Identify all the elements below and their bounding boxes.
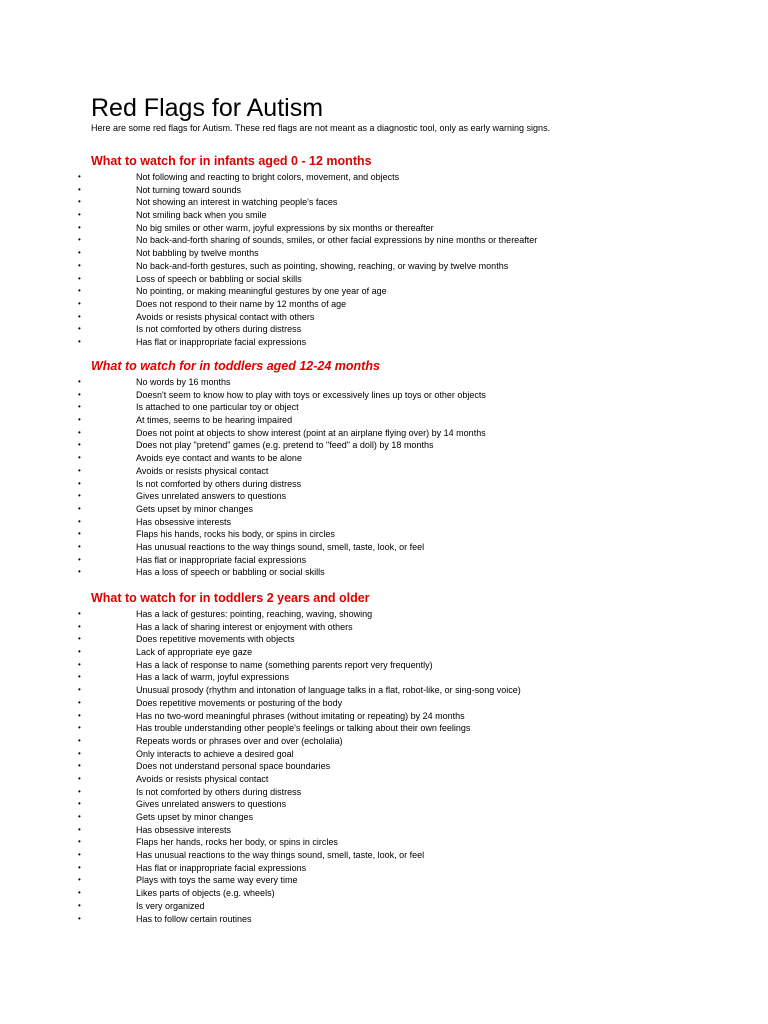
- list-item-text: Does not point at objects to show interest (point at an airplane flying over) by 14 months: [136, 427, 486, 438]
- bullet-icon: •: [78, 260, 81, 270]
- list-item-text: Has flat or inappropriate facial expressions: [136, 336, 307, 347]
- list-item: [0, 566, 768, 579]
- bullet-icon: •: [78, 786, 81, 796]
- list-item: [0, 722, 768, 735]
- bullet-icon: •: [78, 685, 81, 695]
- list-item: [0, 184, 768, 197]
- bullet-icon: •: [78, 647, 81, 657]
- list-item-text: Avoids or resists physical contact: [136, 773, 269, 784]
- list-item-text: Likes parts of objects (e.g. wheels): [136, 888, 275, 899]
- bullet-icon: •: [78, 812, 81, 821]
- page-title: Red Flags for Autism: [91, 94, 324, 122]
- list-item: [0, 285, 768, 298]
- list-item-text: No words by 16 months: [136, 377, 231, 387]
- list-item: [0, 414, 768, 427]
- bullet-icon: •: [78, 336, 81, 346]
- list-item-text: Gives unrelated answers to questions: [136, 491, 287, 502]
- list-item: [0, 401, 768, 414]
- list-item: [0, 503, 768, 516]
- list-item-text: No pointing, or making meaningful gestures by one year of age: [136, 286, 387, 297]
- list-item-text: Gives unrelated answers to questions: [136, 799, 287, 810]
- list-item: [0, 541, 768, 554]
- list-item: [0, 222, 768, 235]
- bullet-icon: •: [78, 197, 81, 207]
- list-item-text: Has to follow certain routines: [136, 913, 252, 924]
- list-item-text: Has trouble understanding other people's feelings or talking about their own feelings: [136, 723, 471, 734]
- list-item-text: Has a lack of response to name (something parents report very frequently): [136, 659, 433, 670]
- list-item: [0, 465, 768, 478]
- list-item: [0, 621, 768, 634]
- list-item-text: Repeats words or phrases over and over (echolalia): [136, 735, 343, 746]
- list-item-text: Is not comforted by others during distress: [136, 478, 302, 489]
- list-item-text: Has a lack of warm, joyful expressions: [136, 672, 290, 683]
- list-item-text: Avoids eye contact and wants to be alone: [136, 453, 302, 464]
- section-toddlers-2-plus: [0, 591, 768, 925]
- list-item: [0, 836, 768, 849]
- list-item-text: Not showing an interest in watching people's faces: [136, 197, 338, 208]
- list-item-text: Has no two-word meaningful phrases (without imitating or repeating) by 24 months: [136, 710, 465, 721]
- list-item: [0, 735, 768, 748]
- list-item-text: Has a lack of gestures: pointing, reaching, waving, showing: [136, 609, 373, 619]
- bullet-icon: •: [78, 465, 81, 475]
- bullet-icon: •: [78, 697, 81, 707]
- bullet-icon: •: [78, 761, 81, 771]
- bullet-icon: •: [78, 748, 81, 758]
- bullet-icon: •: [78, 554, 81, 564]
- list-item-text: Not smiling back when you smile: [136, 210, 267, 221]
- bullet-icon: •: [78, 609, 81, 618]
- list-item: [0, 874, 768, 887]
- list-item: [0, 298, 768, 311]
- bullet-icon: •: [78, 273, 81, 283]
- list-item: [0, 913, 768, 926]
- list-item-text: Only interacts to achieve a desired goal: [136, 748, 294, 759]
- bullet-icon: •: [78, 621, 81, 631]
- list-item-text: Unusual prosody (rhythm and intonation of language talks in a flat, robot-like, or sing-song voice): [136, 685, 521, 696]
- list-item-text: Not following and reacting to bright colors, movement, and objects: [136, 172, 400, 182]
- section-heading: What to watch for in toddlers aged 12-24 months: [91, 359, 380, 373]
- list-item: [0, 247, 768, 260]
- list-item: [0, 608, 768, 621]
- list-item-text: Has obsessive interests: [136, 824, 232, 835]
- bullet-icon: •: [78, 837, 81, 847]
- list-item-text: Has a lack of sharing interest or enjoyment with others: [136, 621, 353, 632]
- list-item: [0, 439, 768, 452]
- bullet-icon: •: [78, 210, 81, 220]
- list-item-text: Has unusual reactions to the way things sound, smell, taste, look, or feel: [136, 850, 425, 861]
- bullet-icon: •: [78, 248, 81, 258]
- bullet-icon: •: [78, 377, 81, 386]
- list-item: [0, 659, 768, 672]
- list-item: [0, 196, 768, 209]
- list-item: [0, 311, 768, 324]
- red-flag-list: [0, 608, 768, 925]
- list-item-text: Loss of speech or babbling or social skills: [136, 273, 302, 284]
- bullet-icon: •: [78, 235, 81, 245]
- list-item-text: Doesn't seem to know how to play with toys or excessively lines up toys or other objects: [136, 389, 486, 400]
- list-item: [0, 452, 768, 465]
- list-item-text: Does not respond to their name by 12 months of age: [136, 298, 347, 309]
- list-item: [0, 684, 768, 697]
- list-item: [0, 490, 768, 503]
- list-item: [0, 234, 768, 247]
- list-item-text: Not babbling by twelve months: [136, 248, 259, 259]
- bullet-icon: •: [78, 184, 81, 194]
- list-item-text: At times, seems to be hearing impaired: [136, 415, 293, 426]
- red-flag-list: [0, 376, 768, 579]
- list-item: [0, 900, 768, 913]
- bullet-icon: •: [78, 850, 81, 860]
- list-item-text: Is attached to one particular toy or object: [136, 402, 299, 413]
- bullet-icon: •: [78, 773, 81, 783]
- list-item-text: Does repetitive movements with objects: [136, 634, 295, 645]
- list-item: [0, 786, 768, 799]
- bullet-icon: •: [78, 453, 81, 463]
- list-item-text: Avoids or resists physical contact with others: [136, 311, 315, 322]
- list-item-text: Does not play "pretend" games (e.g. pretend to "feed" a doll) by 18 months: [136, 440, 434, 451]
- section-heading: What to watch for in toddlers 2 years and older: [91, 591, 370, 605]
- list-item: [0, 427, 768, 440]
- list-item: [0, 209, 768, 222]
- list-item: [0, 171, 768, 184]
- list-item: [0, 478, 768, 491]
- red-flag-list: [0, 171, 768, 349]
- list-item: [0, 376, 768, 389]
- bullet-icon: •: [78, 389, 81, 399]
- bullet-icon: •: [78, 298, 81, 308]
- list-item: [0, 748, 768, 761]
- list-item-text: Has obsessive interests: [136, 516, 232, 527]
- section-heading: What to watch for in infants aged 0 - 12 months: [91, 154, 372, 168]
- list-item: [0, 528, 768, 541]
- list-item: [0, 697, 768, 710]
- list-item: [0, 554, 768, 567]
- list-item: [0, 887, 768, 900]
- bullet-icon: •: [78, 634, 81, 644]
- bullet-icon: •: [78, 913, 81, 923]
- list-item-text: Does not understand personal space boundaries: [136, 761, 331, 772]
- bullet-icon: •: [78, 659, 81, 669]
- list-item: [0, 798, 768, 811]
- list-item-text: Gets upset by minor changes: [136, 812, 254, 822]
- list-item: [0, 824, 768, 837]
- bullet-icon: •: [78, 824, 81, 834]
- bullet-icon: •: [78, 311, 81, 321]
- list-item: [0, 862, 768, 875]
- list-item-text: No back-and-forth sharing of sounds, smiles, or other facial expressions by nine months or thereafter: [136, 235, 538, 246]
- bullet-icon: •: [78, 491, 81, 501]
- bullet-icon: •: [78, 541, 81, 551]
- list-item: [0, 760, 768, 773]
- bullet-icon: •: [78, 529, 81, 539]
- bullet-icon: •: [78, 402, 81, 412]
- bullet-icon: •: [78, 735, 81, 745]
- bullet-icon: •: [78, 723, 81, 733]
- list-item: [0, 773, 768, 786]
- bullet-icon: •: [78, 900, 81, 910]
- bullet-icon: •: [78, 222, 81, 232]
- bullet-icon: •: [78, 567, 81, 577]
- list-item-text: Has flat or inappropriate facial expressions: [136, 554, 307, 565]
- list-item: [0, 671, 768, 684]
- bullet-icon: •: [78, 672, 81, 682]
- list-item: [0, 260, 768, 273]
- bullet-icon: •: [78, 888, 81, 898]
- bullet-icon: •: [78, 415, 81, 425]
- bullet-icon: •: [78, 172, 81, 181]
- bullet-icon: •: [78, 710, 81, 720]
- list-item: [0, 849, 768, 862]
- list-item-text: Does repetitive movements or posturing of the body: [136, 697, 343, 708]
- section-infants: [0, 154, 768, 349]
- list-item-text: Is not comforted by others during distress: [136, 324, 302, 335]
- list-item-text: Has flat or inappropriate facial expressions: [136, 862, 307, 873]
- list-item-text: No back-and-forth gestures, such as pointing, showing, reaching, or waving by twelve months: [136, 260, 509, 271]
- list-item-text: Has a loss of speech or babbling or social skills: [136, 567, 325, 578]
- list-item-text: Is not comforted by others during distress: [136, 786, 302, 797]
- list-item: [0, 633, 768, 646]
- bullet-icon: •: [78, 516, 81, 526]
- bullet-icon: •: [78, 478, 81, 488]
- bullet-icon: •: [78, 875, 81, 885]
- list-item-text: Flaps her hands, rocks her body, or spins in circles: [136, 837, 338, 848]
- list-item: [0, 389, 768, 402]
- list-item-text: Flaps his hands, rocks his body, or spins in circles: [136, 529, 335, 540]
- list-item: [0, 646, 768, 659]
- list-item: [0, 516, 768, 529]
- bullet-icon: •: [78, 324, 81, 334]
- list-item: [0, 336, 768, 349]
- bullet-icon: •: [78, 427, 81, 437]
- list-item-text: Plays with toys the same way every time: [136, 875, 298, 886]
- bullet-icon: •: [78, 440, 81, 450]
- list-item-text: No big smiles or other warm, joyful expressions by six months or thereafter: [136, 222, 434, 233]
- list-item-text: Not turning toward sounds: [136, 184, 242, 195]
- list-item: [0, 811, 768, 824]
- list-item-text: Gets upset by minor changes: [136, 503, 254, 514]
- bullet-icon: •: [78, 286, 81, 296]
- list-item-text: Is very organized: [136, 900, 205, 911]
- section-toddlers-12-24: [0, 359, 768, 579]
- list-item-text: Avoids or resists physical contact: [136, 465, 269, 476]
- list-item-text: Has unusual reactions to the way things sound, smell, taste, look, or feel: [136, 541, 425, 552]
- bullet-icon: •: [78, 862, 81, 872]
- intro-text: Here are some red flags for Autism. These red flags are not meant as a diagnostic tool, only as early warning signs.: [91, 123, 551, 133]
- list-item: [0, 710, 768, 723]
- bullet-icon: •: [78, 799, 81, 809]
- list-item: [0, 323, 768, 336]
- list-item: [0, 273, 768, 286]
- bullet-icon: •: [78, 503, 81, 513]
- list-item-text: Lack of appropriate eye gaze: [136, 647, 253, 658]
